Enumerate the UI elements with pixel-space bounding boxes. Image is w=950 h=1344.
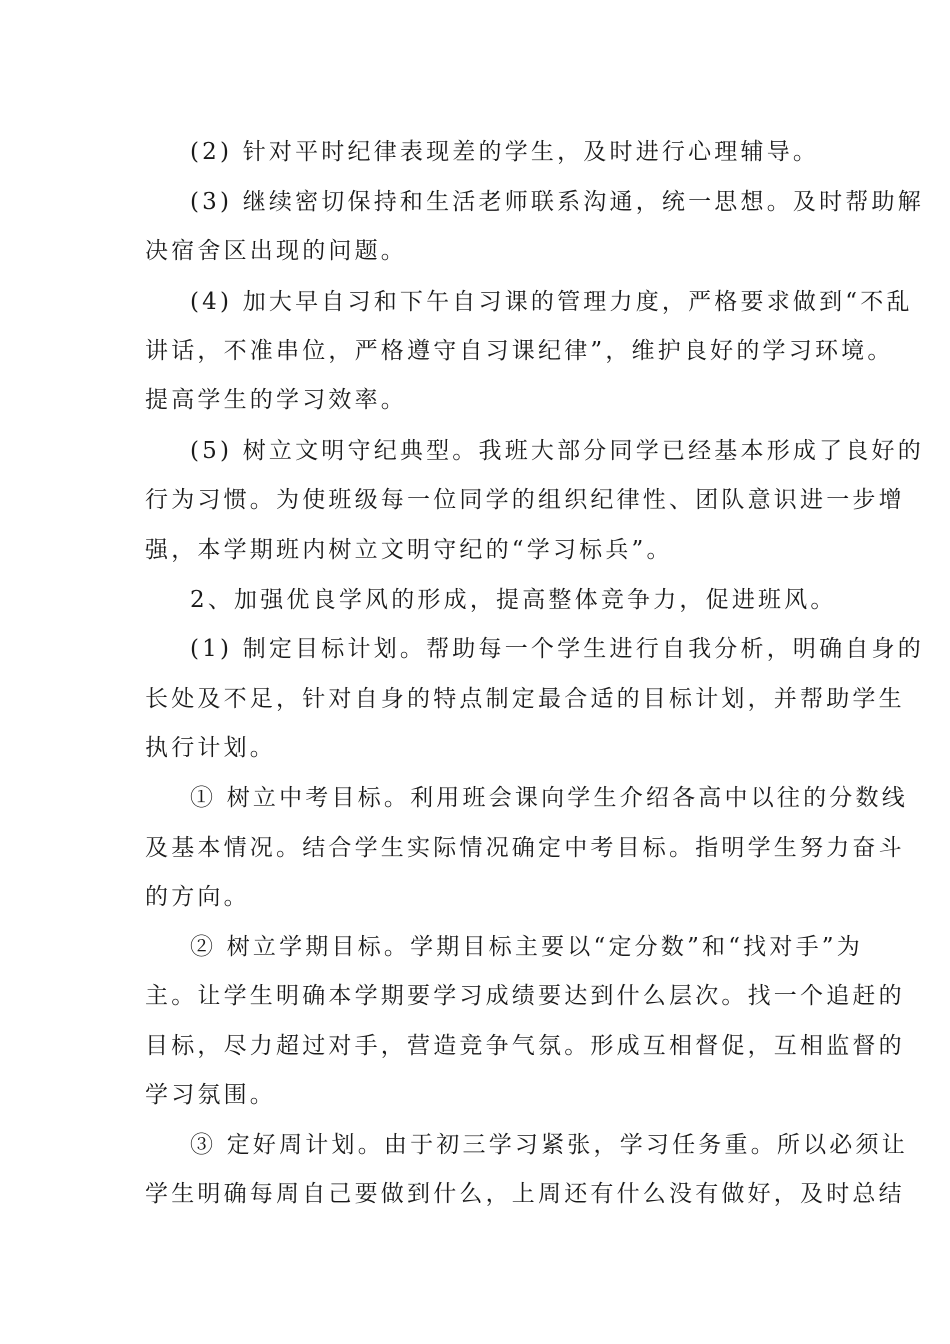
- text-line: ① 树立中考目标。利用班会课向学生介绍各高中以往的分数线: [190, 785, 908, 811]
- text-line: (1) 制定目标计划。帮助每一个学生进行自我分析，明确自身的: [190, 636, 924, 662]
- text-line: (4) 加大早自习和下午自习课的管理力度，严格要求做到“不乱: [190, 289, 913, 315]
- text-line: (3) 继续密切保持和生活老师联系沟通，统一思想。及时帮助解: [190, 189, 924, 215]
- text-line: 提高学生的学习效率。: [145, 387, 407, 413]
- text-line: ③ 定好周计划。由于初三学习紧张，学习任务重。所以必须让: [190, 1132, 908, 1158]
- text-line: 主。让学生明确本学期要学习成绩要达到什么层次。找一个追赶的: [145, 983, 905, 1009]
- text-line: (2) 针对平时纪律表现差的学生，及时进行心理辅导。: [190, 139, 820, 165]
- text-line: ② 树立学期目标。学期目标主要以“定分数”和“找对手”为: [190, 934, 863, 960]
- text-line: 2、加强优良学风的形成，提高整体竞争力，促进班风。: [190, 587, 837, 613]
- text-line: 目标，尽力超过对手，营造竞争气氛。形成互相督促，互相监督的: [145, 1033, 905, 1059]
- text-line: 的方向。: [145, 884, 250, 910]
- text-line: 执行计划。: [145, 735, 276, 761]
- text-line: 学习氛围。: [145, 1082, 276, 1108]
- text-line: 强，本学期班内树立文明守纪的“学习标兵”。: [145, 537, 673, 563]
- text-line: 决宿舍区出现的问题。: [145, 238, 407, 264]
- text-line: 行为习惯。为使班级每一位同学的组织纪律性、团队意识进一步增: [145, 487, 905, 513]
- text-line: 长处及不足，针对自身的特点制定最合适的目标计划，并帮助学生: [145, 686, 905, 712]
- text-line: 学生明确每周自己要做到什么，上周还有什么没有做好，及时总结: [145, 1181, 905, 1207]
- text-line: 及基本情况。结合学生实际情况确定中考目标。指明学生努力奋斗: [145, 835, 905, 861]
- text-line: (5) 树立文明守纪典型。我班大部分同学已经基本形成了良好的: [190, 438, 924, 464]
- text-line: 讲话，不准串位，严格遵守自习课纪律”，维护良好的学习环境。: [145, 338, 894, 364]
